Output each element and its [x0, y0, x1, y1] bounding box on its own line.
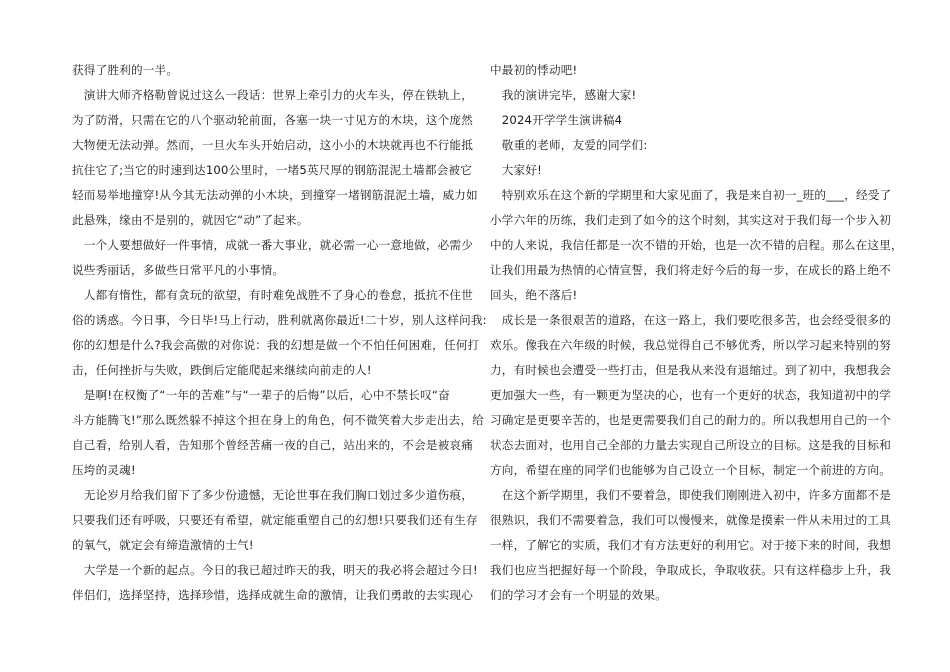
text-line: 抗住它了;当它的时速到达100公里时，一堵5英尺厚的钢筋混泥土墙都会被它: [72, 163, 473, 177]
text-line: 小学六年的历练，我们走到了如今的这个时刻，其实这对于我们每一个步入初: [490, 213, 891, 227]
text-line: 获得了胜利的一半。: [72, 63, 179, 77]
text-line: 回头，绝不落后!: [490, 288, 578, 302]
text-line: 你的幻想是什么?我会高傲的对你说：我的幻想是做一个不怕任何困难，任何打: [72, 338, 480, 352]
speech-heading: 2024开学学生演讲稿4: [490, 113, 623, 127]
text-line: 敬重的老师，友爱的同学们:: [490, 138, 648, 152]
text-line: 状态去面对，也用自己全部的力量去实现自己所设立的目标。这是我的目标和: [490, 438, 891, 452]
text-line: 习确定是更要辛苦的，也是更需要我们自己的耐力的。所以我想用自己的一个: [490, 413, 891, 427]
text-line: 中最初的悸动吧!: [490, 63, 578, 77]
text-line: 此悬殊，缘由不是别的，就因它“动”了起来。: [72, 213, 309, 227]
text-line: 让我们用最为热情的心情宣誓，我们将走好今后的每一步，在成长的路上绝不: [490, 263, 891, 277]
right-text-column: [490, 58, 903, 608]
text-line: 方向，希望在座的同学们也能够为自己设立一个目标，制定一个前进的方向。: [490, 463, 891, 477]
text-line: 大家好!: [490, 163, 543, 177]
text-line: 击，任何挫折与失败，跌倒后定能爬起来继续向前走的人!: [72, 363, 372, 377]
text-line: 斗方能腾飞!”那么既然躲不掉这个担在身上的角色，何不微笑着大步走出去，给: [72, 413, 485, 427]
text-line: 大物便无法动弹。然而，一旦火车头开始启动，这小小的木块就再也不行能抵: [72, 138, 473, 152]
text-line: 说些秀丽话，多做些日常平凡的小事情。: [72, 263, 285, 277]
text-line: 压垮的灵魂!: [72, 463, 136, 477]
left-text-column: [72, 58, 487, 608]
text-line: 们的学习才会有一个明显的效果。: [490, 588, 667, 602]
text-line: 在这个新学期里，我们不要着急，即使我们刚刚进入初中，许多方面都不是: [490, 488, 891, 502]
text-line: 人都有惰性，都有贪玩的欲望，有时难免战胜不了身心的卷怠，抵抗不住世: [72, 288, 473, 302]
text-line: 只要我们还有呼吸，只要还有希望，就定能重塑自己的幻想!只要我们还有生存: [72, 513, 478, 527]
text-line: 力，有时候也会遭受一些打击，但是我从来没有退缩过。到了初中，我想我会: [490, 363, 891, 377]
text-line: 成长是一条很艰苦的道路，在这一路上，我们要吃很多苦，也会经受很多的: [490, 313, 891, 327]
text-line: 的氧气，就定会有缔造激情的士气!: [72, 538, 254, 552]
text-line: 中的人来说，我信任都是一次不错的开始，也是一次不错的启程。那么在这里，: [490, 238, 903, 252]
text-line: 我的演讲完毕，感谢大家!: [490, 88, 637, 102]
text-line: 大学是一个新的起点。今日的我已超过昨天的我，明天的我必将会超过今日!: [72, 563, 478, 577]
text-line: 演讲大师齐格勒曾说过这么一段话：世界上牵引力的火车头，停在铁轨上，: [72, 88, 473, 102]
text-line: 很熟识，我们不需要着急，我们可以慢慢来，就像是摸索一件从未用过的工具: [490, 513, 891, 527]
text-line: 欢乐。像我在六年级的时候，我总觉得自己不够优秀，所以学习起来特别的努: [490, 338, 891, 352]
text-line: 无论岁月给我们留下了多少份遗憾，无论世事在我们胸口划过多少道伤痕，: [72, 488, 473, 502]
text-line: 一样，了解它的实质，我们才有方法更好的利用它。对于接下来的时间，我想: [490, 538, 891, 552]
text-line: 我们也应当把握好每一个阶段，争取成长，争取收获。只有这样稳步上升，我: [490, 563, 891, 577]
text-line: 更加强大一些，有一颗更为坚决的心，也有一个更好的状态，我知道初中的学: [490, 388, 891, 402]
text-line: 自己看，给别人看，告知那个曾经苦痛一夜的自己，站出来的，不会是被哀痛: [72, 438, 473, 452]
text-line: 是啊!在权衡了“一年的苦难”与“一辈子的后悔”以后，心中不禁长叹“奋: [72, 388, 450, 402]
text-line: 特别欢乐在这个新的学期里和大家见面了，我是来自初一_班的___，经受了: [490, 188, 892, 202]
text-line: 轻而易举地撞穿!从今其无法动弹的小木块，到撞穿一堵钢筋混泥土墙，威力如: [72, 188, 478, 202]
text-line: 为了防滑，只需在它的八个驱动轮前面，各塞一块一寸见方的木块，这个庞然: [72, 113, 473, 127]
text-line: 一个人要想做好一件事情，成就一番大事业，就必需一心一意地做，必需少: [72, 238, 473, 252]
text-line: 伴侣们，选择坚持，选择珍惜，选择成就生命的激情，让我们勇敢的去实现心: [72, 588, 473, 602]
text-line: 俗的诱惑。今日事，今日毕!马上行动，胜利就离你最近!二十岁，别人这样问我:: [72, 313, 487, 327]
